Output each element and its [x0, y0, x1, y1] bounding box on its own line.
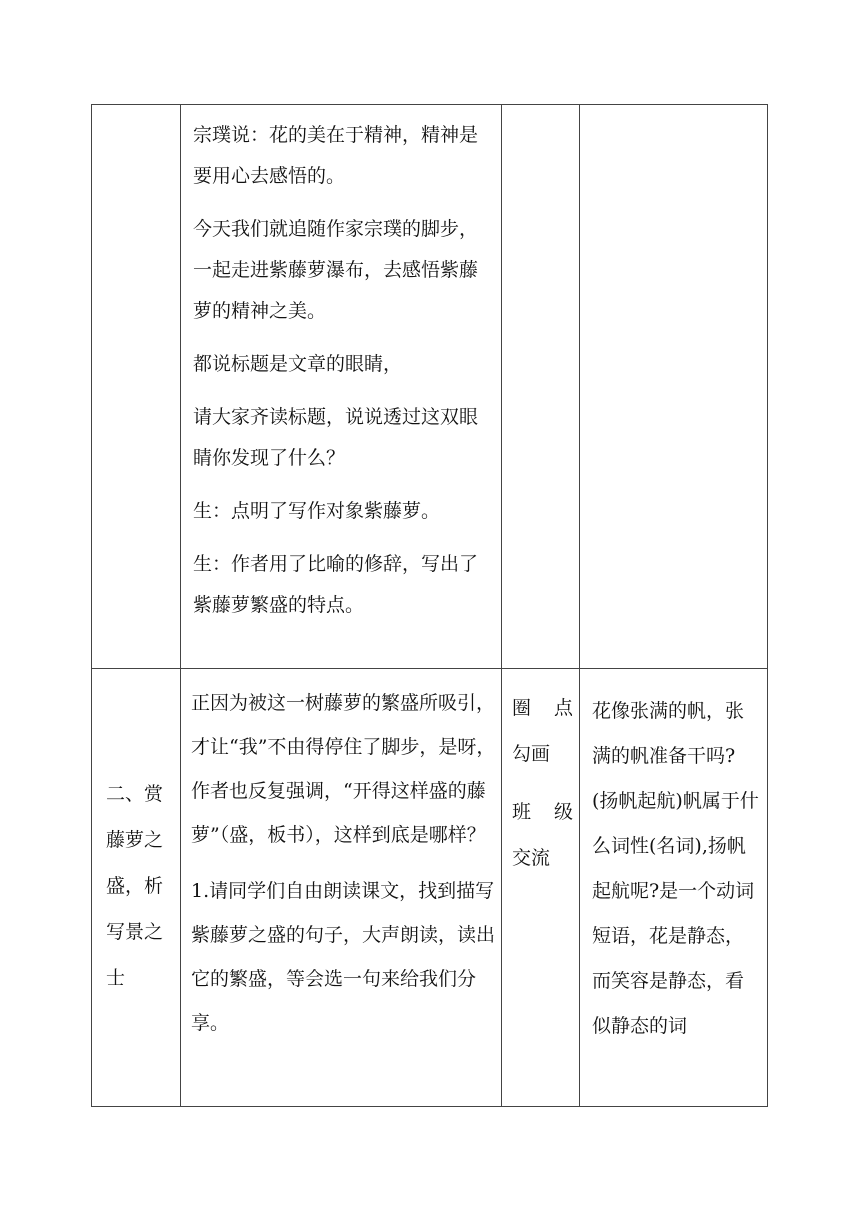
activity-cell-empty [502, 105, 580, 669]
design-note-cell: 花像张满的帆，张满的帆准备干吗?(扬帆起航)帆属于什么词性(名词),扬帆起航呢?是一个动词短语，花是静态，而笑容是静态，看似静态的词 [580, 669, 768, 1107]
paragraph: 宗璞说：花的美在于精神，精神是要用心去感悟的。 [193, 124, 479, 187]
stage-cell: 二、赏藤萝之盛，析写景之士 [92, 669, 181, 1107]
paragraph: 生：作者用了比喻的修辞，写出了紫藤萝繁盛的特点。 [193, 553, 479, 616]
lesson-plan-table [91, 104, 768, 1107]
teaching-content-cell [181, 105, 502, 669]
activity-line: 交流 [512, 847, 551, 869]
paragraph: 1.请同学们自由朗读课文，找到描写紫藤萝之盛的句子，大声朗读，读出它的繁盛，等会选一句来给我们分享。 [191, 880, 496, 1034]
paragraph: 今天我们就追随作家宗璞的脚步，一起走进紫藤萝瀑布，去感悟紫藤萝的精神之美。 [193, 218, 479, 322]
note-cell-empty [580, 105, 768, 669]
activity-line: 班 级 [512, 801, 573, 823]
paragraph: 都说标题是文章的眼睛， [193, 353, 403, 375]
table-row [92, 105, 768, 669]
paragraph: 生：点明了写作对象紫藤萝。 [193, 500, 441, 522]
activity-line: 圈 点 [512, 697, 573, 719]
activity-cell [502, 669, 580, 1107]
paragraph: 正因为被这一树藤萝的繁盛所吸引，才让“我”不由得停住了脚步，是呀，作者也反复强调，“开得这样盛的藤萝”（盛，板书），这样到底是哪样？ [191, 692, 496, 846]
table-row [92, 669, 768, 1107]
teaching-content-cell [181, 669, 502, 1107]
paragraph: 请大家齐读标题，说说透过这双眼睛你发现了什么？ [193, 406, 479, 469]
stage-cell-empty [92, 105, 181, 669]
activity-line: 勾画 [512, 743, 551, 765]
